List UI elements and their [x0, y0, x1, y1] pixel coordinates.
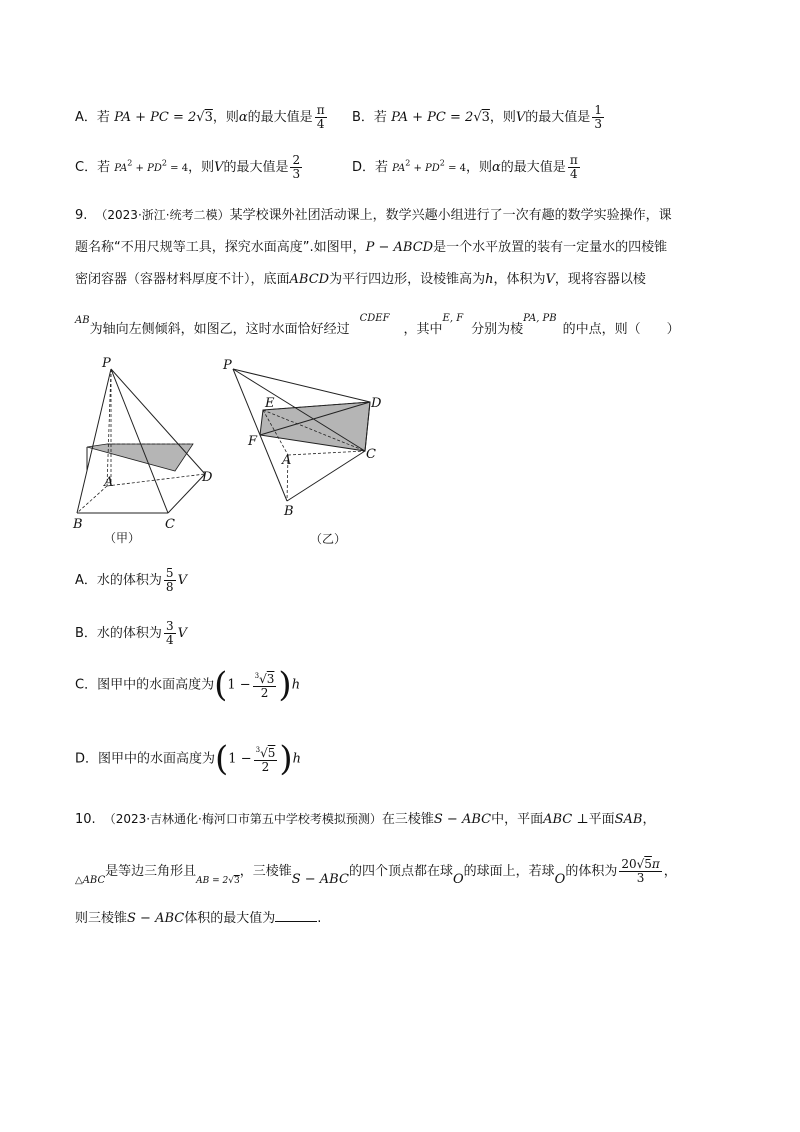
q9-option-c: C．图甲中的水面高度为(1 − $\frac{^3√3}{2}$ )h [75, 665, 301, 705]
water-surface-jia [87, 444, 193, 471]
q10-line-1: 10. （2023·吉林通化·梅河口市第五中学校考模拟预测）在三棱锥S − ABC中，平面ABC ⊥平面SAB， [75, 812, 656, 827]
q9-option-d: D．图甲中的水面高度为(1 − $\frac{^3√5}{2}$ )h [75, 739, 301, 779]
label-B-yi: B [284, 504, 294, 519]
label-P-yi: P [223, 358, 232, 373]
q9-number: 9. [75, 208, 88, 223]
q9-option-a: A．水的体积为 $\frac{5}{8}$ V [75, 566, 187, 594]
q8-option-c: C．若 $PA^2 + PD^2 = 4$，则V的最大值是 $\frac{2}{3}$ [75, 153, 301, 181]
q9-line-1: 9. （2023·浙江·统考二模）某学校课外社团活动课上，数学兴趣小组进行了一次有趣的数学实验操作，课 [75, 208, 672, 223]
q9-line-3: 密闭容器（容器材料厚度不计），底面ABCD为平行四边形，设棱锥高为h，体积为V，现将容器以棱 [75, 272, 646, 287]
caption-yi: （乙） [310, 532, 347, 546]
label-B-jia: B [73, 517, 83, 532]
q8-option-a: A．若 PA + PC = 2√3，则α的最大值是 $\frac{\pi}{4}$ [75, 103, 325, 131]
label-E-yi: E [265, 396, 275, 411]
q9-line-2: 题名称“不用尺规等工具，探究水面高度”.如图甲，P − ABCD是一个水平放置的装有一定量水的四棱锥 [75, 240, 668, 255]
q8-option-d: D．若 $PA^2 + PD^2 = 4$，则α的最大值是 $\frac{\pi}{4}$ [352, 153, 578, 181]
q10-source: （2023·吉林通化·梅河口市第五中学校考模拟预测） [103, 812, 382, 826]
label-A-jia: A [104, 475, 114, 490]
q8-option-b: B．若 PA + PC = 2√3，则V的最大值是 $\frac{1}{3}$ [352, 103, 602, 131]
q10-line-2: $_{\triangle ABC}$是等边三角形且$_{AB = 2√3}$，三棱锥S − ABC的四个顶点都在球O的球面上，若球O的体积为 $\frac{20√5\pi}{3}$ ， [75, 857, 677, 887]
caption-jia: （甲） [104, 531, 141, 545]
q9-option-b: B．水的体积为 $\frac{3}{4}$ V [75, 619, 187, 647]
label-D-yi: D [371, 396, 382, 411]
q9-source: （2023·浙江·统考二模） [95, 208, 230, 222]
label-D-jia: D [202, 470, 213, 485]
figure-yi [220, 352, 405, 552]
label-F-yi: F [248, 434, 258, 449]
label-A-yi: A [282, 453, 292, 468]
label-C-jia: C [165, 517, 175, 532]
q9-line-4: $^{AB}$为轴向左侧倾斜，如图乙，这时水面恰好经过$^{CDEF}$，其中$^{E, F}$分别为棱$^{PA, PB}$的中点，则（ ） [75, 313, 680, 337]
answer-blank[interactable] [275, 909, 317, 922]
q10-number: 10. [75, 812, 96, 827]
label-P-jia: P [102, 356, 111, 371]
figure-jia [60, 352, 230, 547]
q10-line-3: 则三棱锥S − ABC体积的最大值为 . [75, 911, 322, 926]
label-C-yi: C [366, 447, 376, 462]
